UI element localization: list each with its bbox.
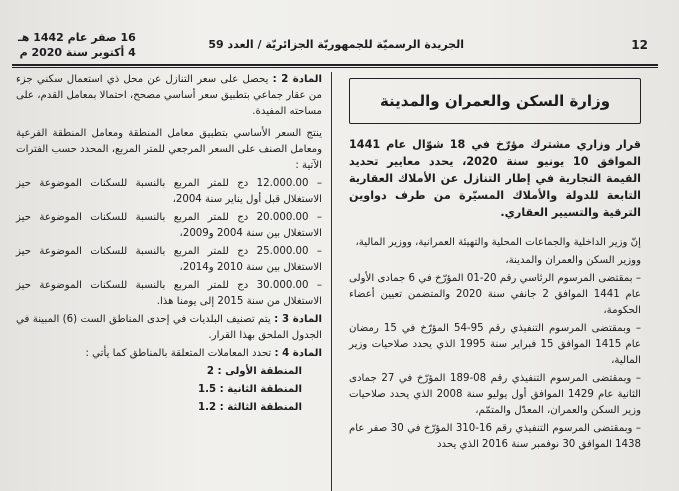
article-text: يحصل على سعر التنازل عن محل ذي استعمال سكني جزء من عقار جماعي بتطبيق سعر أساسي مصحح، احتمالا بمعامل القدم، على مساحته المفيدة.: [16, 74, 322, 117]
journal-title: الجريدة الرسميّة للجمهوريّة الجزائريّة / العدد 59: [208, 38, 464, 51]
header-rule: [12, 64, 658, 68]
article-label: المادة 2 :: [272, 74, 322, 85]
page-header: [14, 28, 654, 62]
page-number: 12: [631, 38, 648, 52]
article-text: تحدد المعاملات المتعلقة بالمناطق كما يأتي :: [85, 348, 272, 359]
article-text: يتم تصنيف البلديات في إحدى المناطق الست (6) المبينة في الجدول الملحق بهذا القرار.: [16, 314, 322, 341]
issue-date: [18, 30, 136, 60]
article-2-para: ينتج السعر الأساسي بتطبيق معامل المنطقة ومعامل المنطقة الفرعية ومعامل الصنف على السعر المرجعي للمتر المربع، المحدد حسب الفترات الآتية :: [16, 128, 322, 171]
article-label: المادة 3 :: [274, 314, 322, 325]
ministry-box: وزارة السكن والعمران والمدينة: [349, 78, 641, 124]
article-3: [16, 312, 322, 344]
column-divider: [331, 72, 332, 491]
article-4: [16, 346, 322, 362]
price-item: – 20.000.00 دج للمتر المربع بالنسبة للسكنات الموضوعة حيز الاستغلال بين سنة 2004 و2009،: [16, 212, 322, 239]
zone-item: المنطقة الأولى : 2: [206, 366, 302, 377]
date-hijri: 16 صفر عام 1442 هـ: [18, 31, 136, 44]
price-item: – 25.000.00 دج للمتر المربع بالنسبة للسكنات الموضوعة حيز الاستغلال بين سنة 2010 و2014،: [16, 246, 322, 273]
preamble-para: – وبمقتضى المرسوم التنفيذي رقم 95-54 المؤرّخ في 15 رمضان عام 1415 الموافق 15 فبراير سنة 1995 الذي يحدد صلاحيات وزير المالية،: [349, 323, 641, 366]
zone-item: المنطقة الثالثة : 1.2: [198, 402, 302, 413]
article-label: المادة 4 :: [274, 348, 322, 359]
right-column: [349, 72, 641, 455]
price-item: – 12.000.00 دج للمتر المربع بالنسبة للسكنات الموضوعة حيز الاستغلال قبل أول يناير سنة 2004،: [16, 178, 322, 205]
preamble-para: – وبمقتضى المرسوم التنفيذي رقم 16-310 المؤرّخ في 30 صفر عام 1438 الموافق 30 نوفمبر سنة 2016 الذي يحدد: [349, 423, 641, 450]
left-column: [16, 72, 322, 418]
preamble-para: – وبمقتضى المرسوم التنفيذي رقم 08-189 المؤرّخ في 27 جمادى الثانية عام 1429 الموافق أول يوليو سنة 2008 الذي يحدد صلاحيات وزير السكن والعمران، المعدّل والمتمّم،: [349, 373, 641, 416]
preamble-para: – بمقتضى المرسوم الرئاسي رقم 20-01 المؤرّخ في 6 جمادى الأولى عام 1441 الموافق 2 جانفي سنة 2020 والمتضمن تعيين أعضاء الحكومة،: [349, 273, 641, 316]
date-gregorian: 4 أكتوبر سنة 2020 م: [19, 46, 136, 59]
article-2: [16, 72, 322, 120]
price-item: – 30.000.00 دج للمتر المربع بالنسبة للسكنات الموضوعة حيز الاستغلال من سنة 2015 إلى يومنا هذا.: [16, 280, 322, 307]
decree-title: قرار وزاري مشترك مؤرّخ في 18 شوّال عام 1441 الموافق 10 يونيو سنة 2020، يحدد معايير تحديد القيمة التجارية في إطار التنازل عن الأملاك العقارية التابعة للدولة والأملاك المسيّرة من طرف دواوين الترقية والتسيير العقاري.: [349, 138, 641, 219]
preamble-para: إنّ وزير الداخلية والجماعات المحلية والتهيئة العمرانية، ووزير المالية،: [355, 237, 641, 248]
preamble-para: ووزير السكن والعمران والمدينة،: [505, 255, 641, 266]
zone-item: المنطقة الثانية : 1.5: [198, 384, 302, 395]
